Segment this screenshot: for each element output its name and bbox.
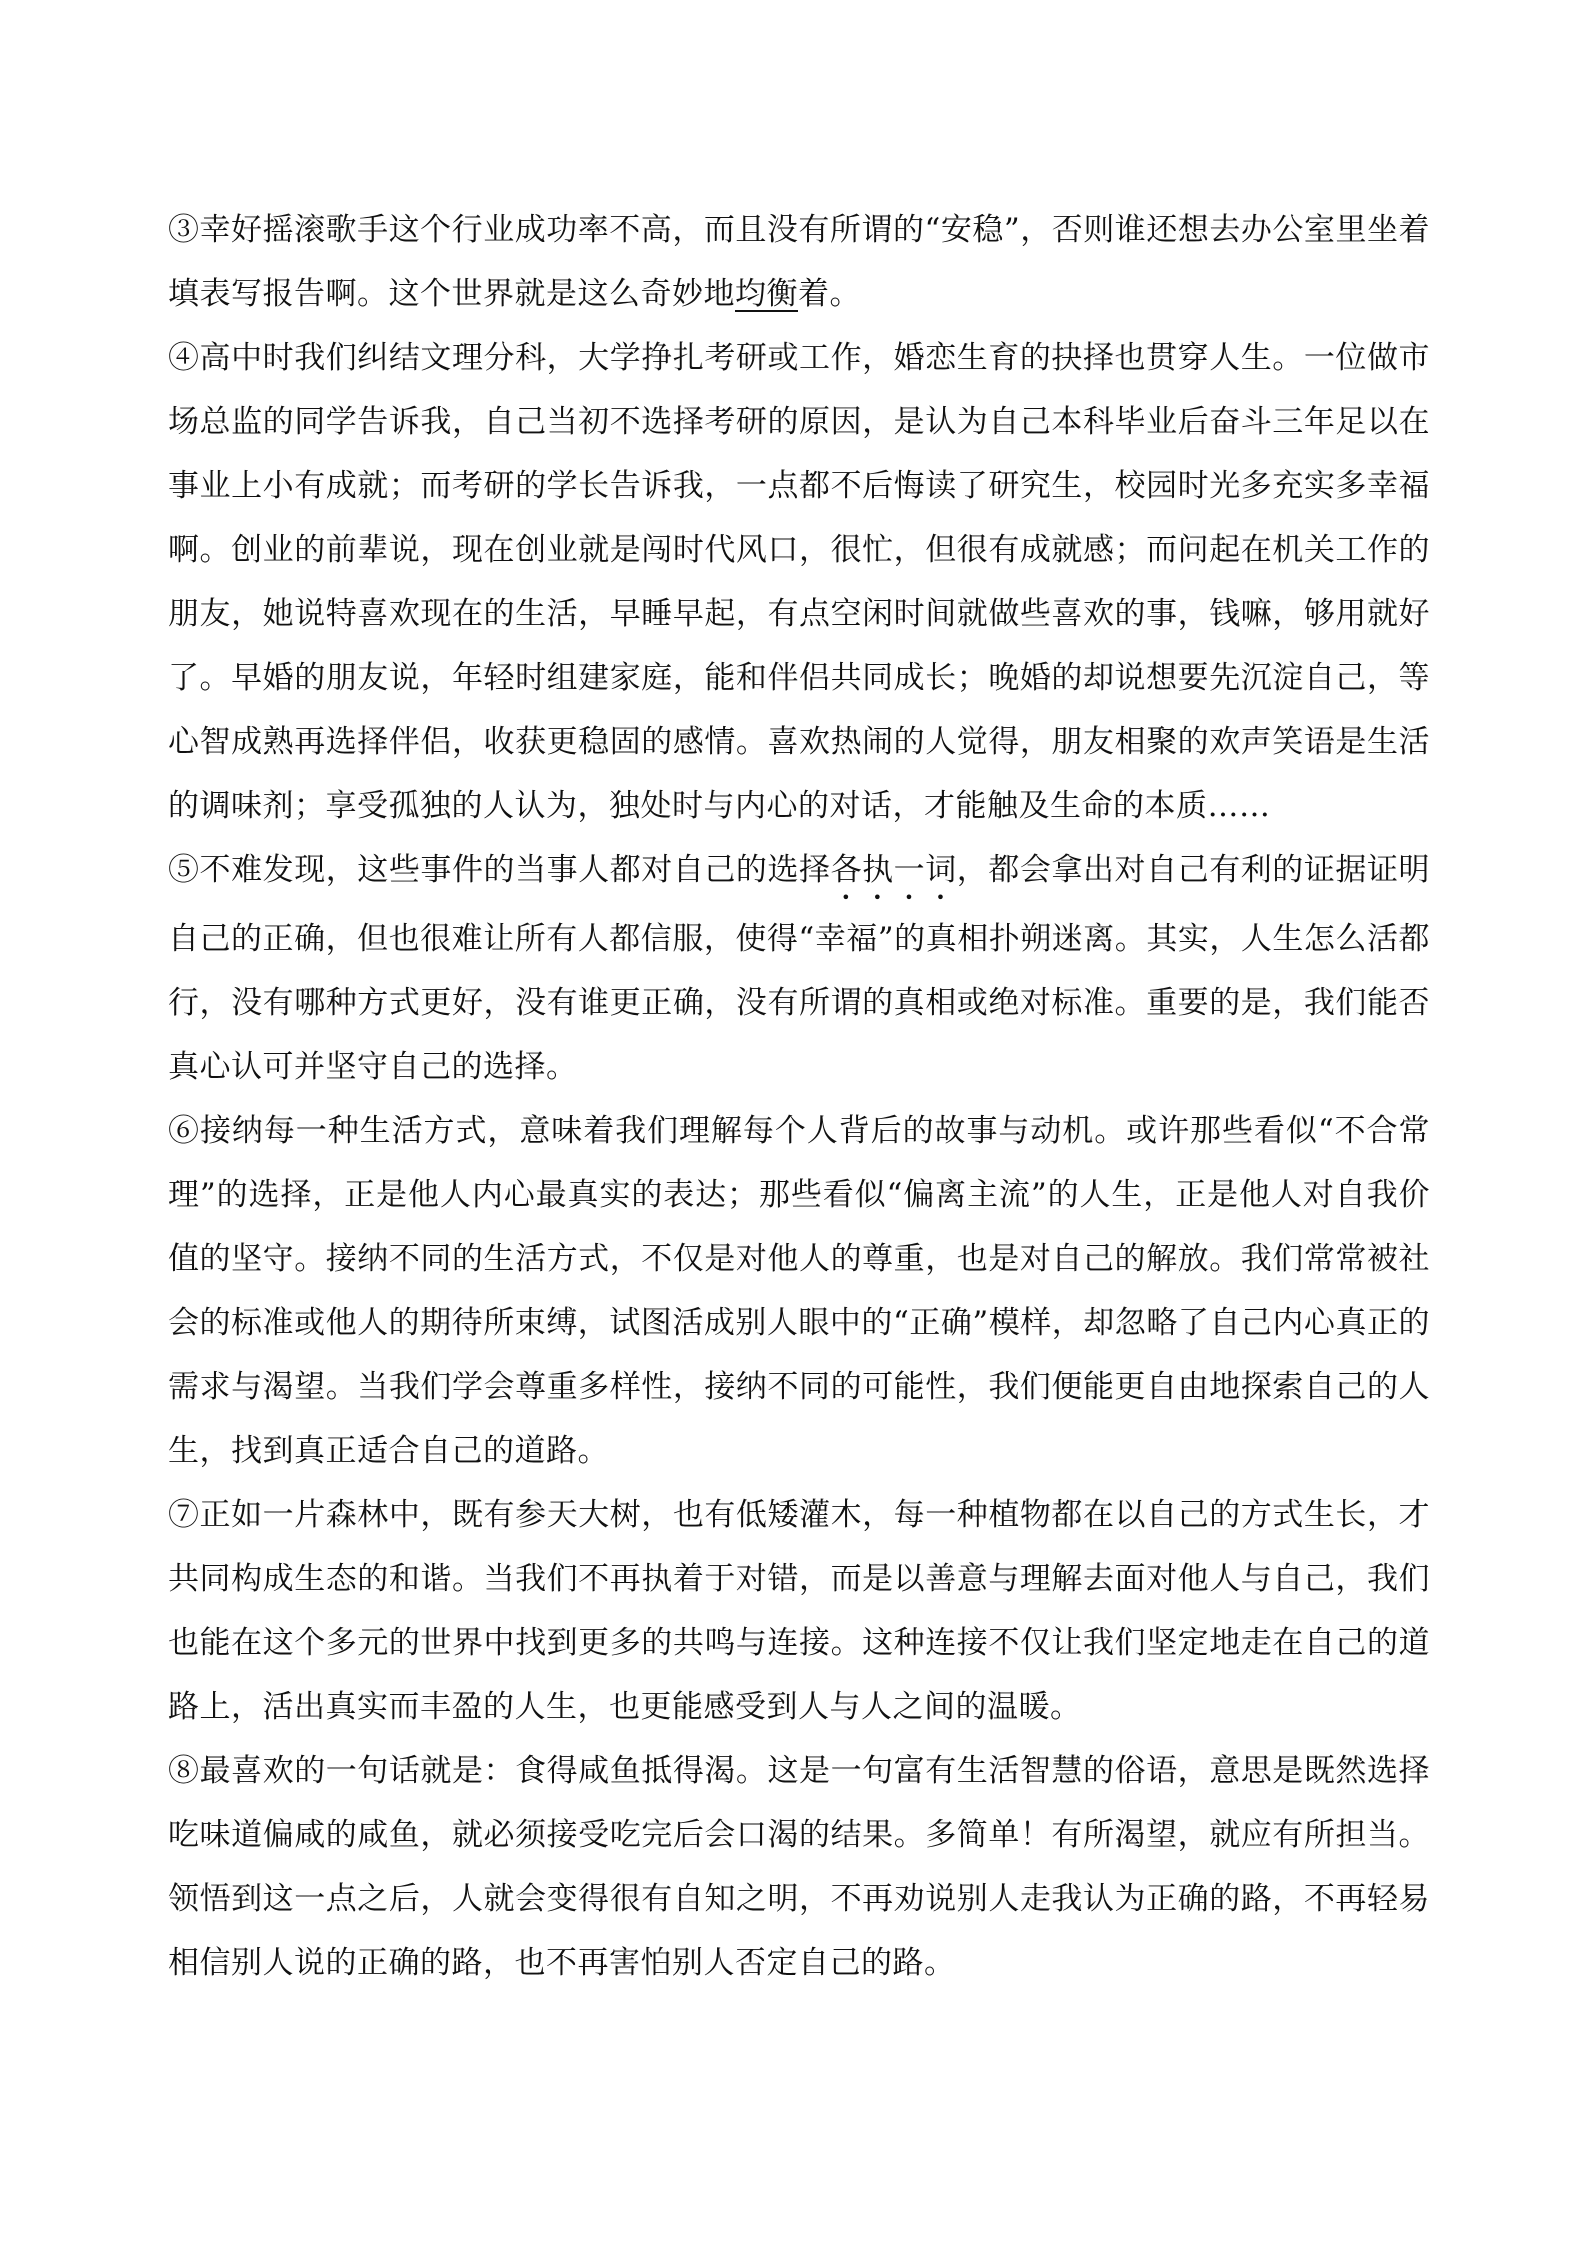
paragraph-7: ⑦正如一片森林中，既有参天大树，也有低矮灌木，每一种植物都在以自己的方式生长，才共同构成生态的和谐。当我们不再执着于对错，而是以善意与理解去面对他人与自己，我们也能在这个多元的世界中找到更多的共鸣与连接。这种连接不仅让我们坚定地走在自己的道路上，活出真实而丰盈的人生，也更能感受到人与人之间的温暖。 (168, 1497, 1430, 1725)
paragraph-3-text-start: ③幸好摇滚歌手这个行业成功率不高，而且没有所谓的“安稳”，否则谁还想去办公室里坐着填表写报告啊。这个世界就是这么奇妙地 (168, 212, 1430, 312)
paragraph-6: ⑥接纳每一种生活方式，意味着我们理解每个人背后的故事与动机。或许那些看似“不合常理”的选择，正是他人内心最真实的表达；那些看似“偏离主流”的人生，正是他人对自我价值的坚守。接纳不同的生活方式，不仅是对他人的尊重，也是对自己的解放。我们常常被社会的标准或他人的期待所束缚，试图活成别人眼中的“正确”模样，却忽略了自己内心真正的需求与渴望。当我们学会尊重多样性，接纳不同的可能性，我们便能更自由地探索自己的人生，找到真正适合自己的道路。 (168, 1113, 1430, 1469)
article-body (168, 198, 1430, 1995)
emphasized-idiom: 各执一词 (830, 852, 957, 888)
paragraph-8: ⑧最喜欢的一句话就是：食得咸鱼抵得渴。这是一句富有生活智慧的俗语，意思是既然选择吃味道偏咸的咸鱼，就必须接受吃完后会口渴的结果。多简单！有所渴望，就应有所担当。领悟到这一点之后，人就会变得很有自知之明，不再劝说别人走我认为正确的路，不再轻易相信别人说的正确的路，也不再害怕别人否定自己的路。 (168, 1753, 1430, 1981)
paragraph-4: ④高中时我们纠结文理分科，大学挣扎考研或工作，婚恋生育的抉择也贯穿人生。一位做市场总监的同学告诉我，自己当初不选择考研的原因，是认为自己本科毕业后奋斗三年足以在事业上小有成就；而考研的学长告诉我，一点都不后悔读了研究生，校园时光多充实多幸福啊。创业的前辈说，现在创业就是闯时代风口，很忙，但很有成就感；而问起在机关工作的朋友，她说特喜欢现在的生活，早睡早起，有点空闲时间就做些喜欢的事，钱嘛，够用就好了。早婚的朋友说，年轻时组建家庭，能和伴侣共同成长；晚婚的却说想要先沉淀自己，等心智成熟再选择伴侣，收获更稳固的感情。喜欢热闹的人觉得，朋友相聚的欢声笑语是生活的调味剂；享受孤独的人认为，独处时与内心的对话，才能触及生命的本质…… (168, 340, 1430, 824)
paragraph-3 (168, 198, 1430, 326)
paragraph-5 (168, 838, 1430, 1099)
paragraph-5-text-end: ，都会拿出对自己有利的证据证明自己的正确，但也很难让所有人都信服，使得“幸福”的真相扑朔迷离。其实，人生怎么活都行，没有哪种方式更好，没有谁更正确，没有所谓的真相或绝对标准。重要的是，我们能否真心认可并坚守自己的选择。 (168, 852, 1431, 1085)
underlined-term: 均衡 (735, 276, 798, 312)
paragraph-3-text-end: 着。 (798, 276, 861, 312)
paragraph-5-text-start: ⑤不难发现，这些事件的当事人都对自己的选择 (168, 852, 831, 888)
